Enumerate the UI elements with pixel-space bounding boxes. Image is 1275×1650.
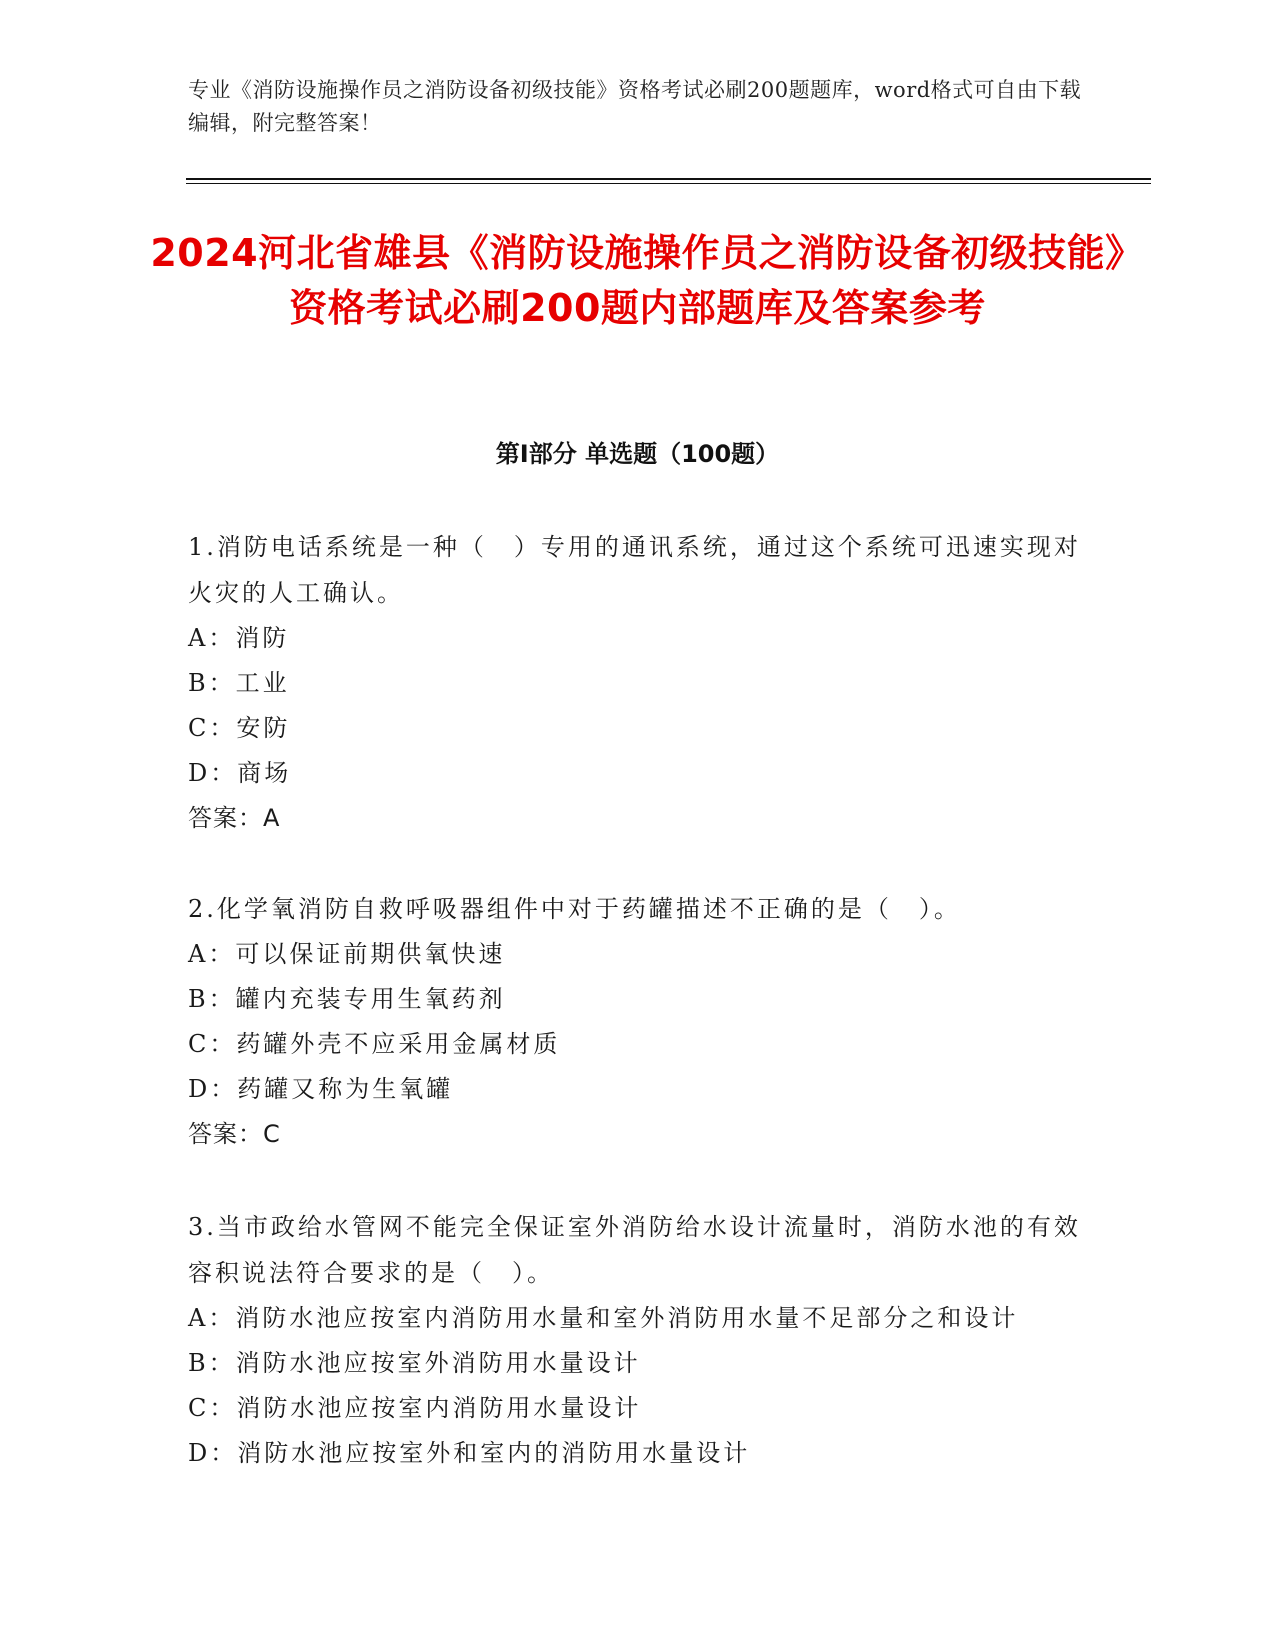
- document-title: 2024河北省雄县《消防设施操作员之消防设备初级技能》资格考试必刷200题内部题库及答案参考: [150, 231, 1125, 330]
- question-2: [188, 886, 1088, 1157]
- option-d: D：商场: [188, 759, 292, 787]
- option-b: B：工业: [188, 669, 290, 697]
- question-stem: 3.当市政给水管网不能完全保证室外消防给水设计流量时，消防水池的有效容积说法符合要求的是（ ）。: [188, 1213, 1081, 1287]
- option-a: A：可以保证前期供氧快速: [188, 940, 506, 968]
- question-stem: 2.化学氧消防自救呼吸器组件中对于药罐描述不正确的是（ ）。: [188, 895, 961, 923]
- option-d: D：消防水池应按室外和室内的消防用水量设计: [188, 1439, 751, 1467]
- option-d: D：药罐又称为生氧罐: [188, 1075, 454, 1103]
- option-b: B：罐内充装专用生氧药剂: [188, 985, 506, 1013]
- section-title: 第Ⅰ部分 单选题（100题）: [495, 440, 780, 468]
- header-divider-thin: [186, 183, 1151, 184]
- question-3: [188, 1204, 1088, 1476]
- option-b: B：消防水池应按室外消防用水量设计: [188, 1349, 641, 1377]
- option-a: A：消防: [188, 624, 290, 652]
- question-stem: 1.消防电话系统是一种（ ）专用的通讯系统，通过这个系统可迅速实现对火灾的人工确认。: [188, 533, 1081, 607]
- question-1: [188, 524, 1088, 841]
- header-note: 专业《消防设施操作员之消防设备初级技能》资格考试必刷200题题库，word格式可自由下载编辑，附完整答案！: [188, 78, 1082, 135]
- option-c: C：安防: [188, 714, 291, 742]
- option-a: A：消防水池应按室内消防用水量和室外消防用水量不足部分之和设计: [188, 1304, 1019, 1332]
- answer: 答案：C: [188, 1120, 281, 1148]
- header-divider-thick: [186, 178, 1151, 180]
- option-c: C：药罐外壳不应采用金属材质: [188, 1030, 561, 1058]
- answer: 答案：A: [188, 804, 281, 832]
- option-c: C：消防水池应按室内消防用水量设计: [188, 1394, 642, 1422]
